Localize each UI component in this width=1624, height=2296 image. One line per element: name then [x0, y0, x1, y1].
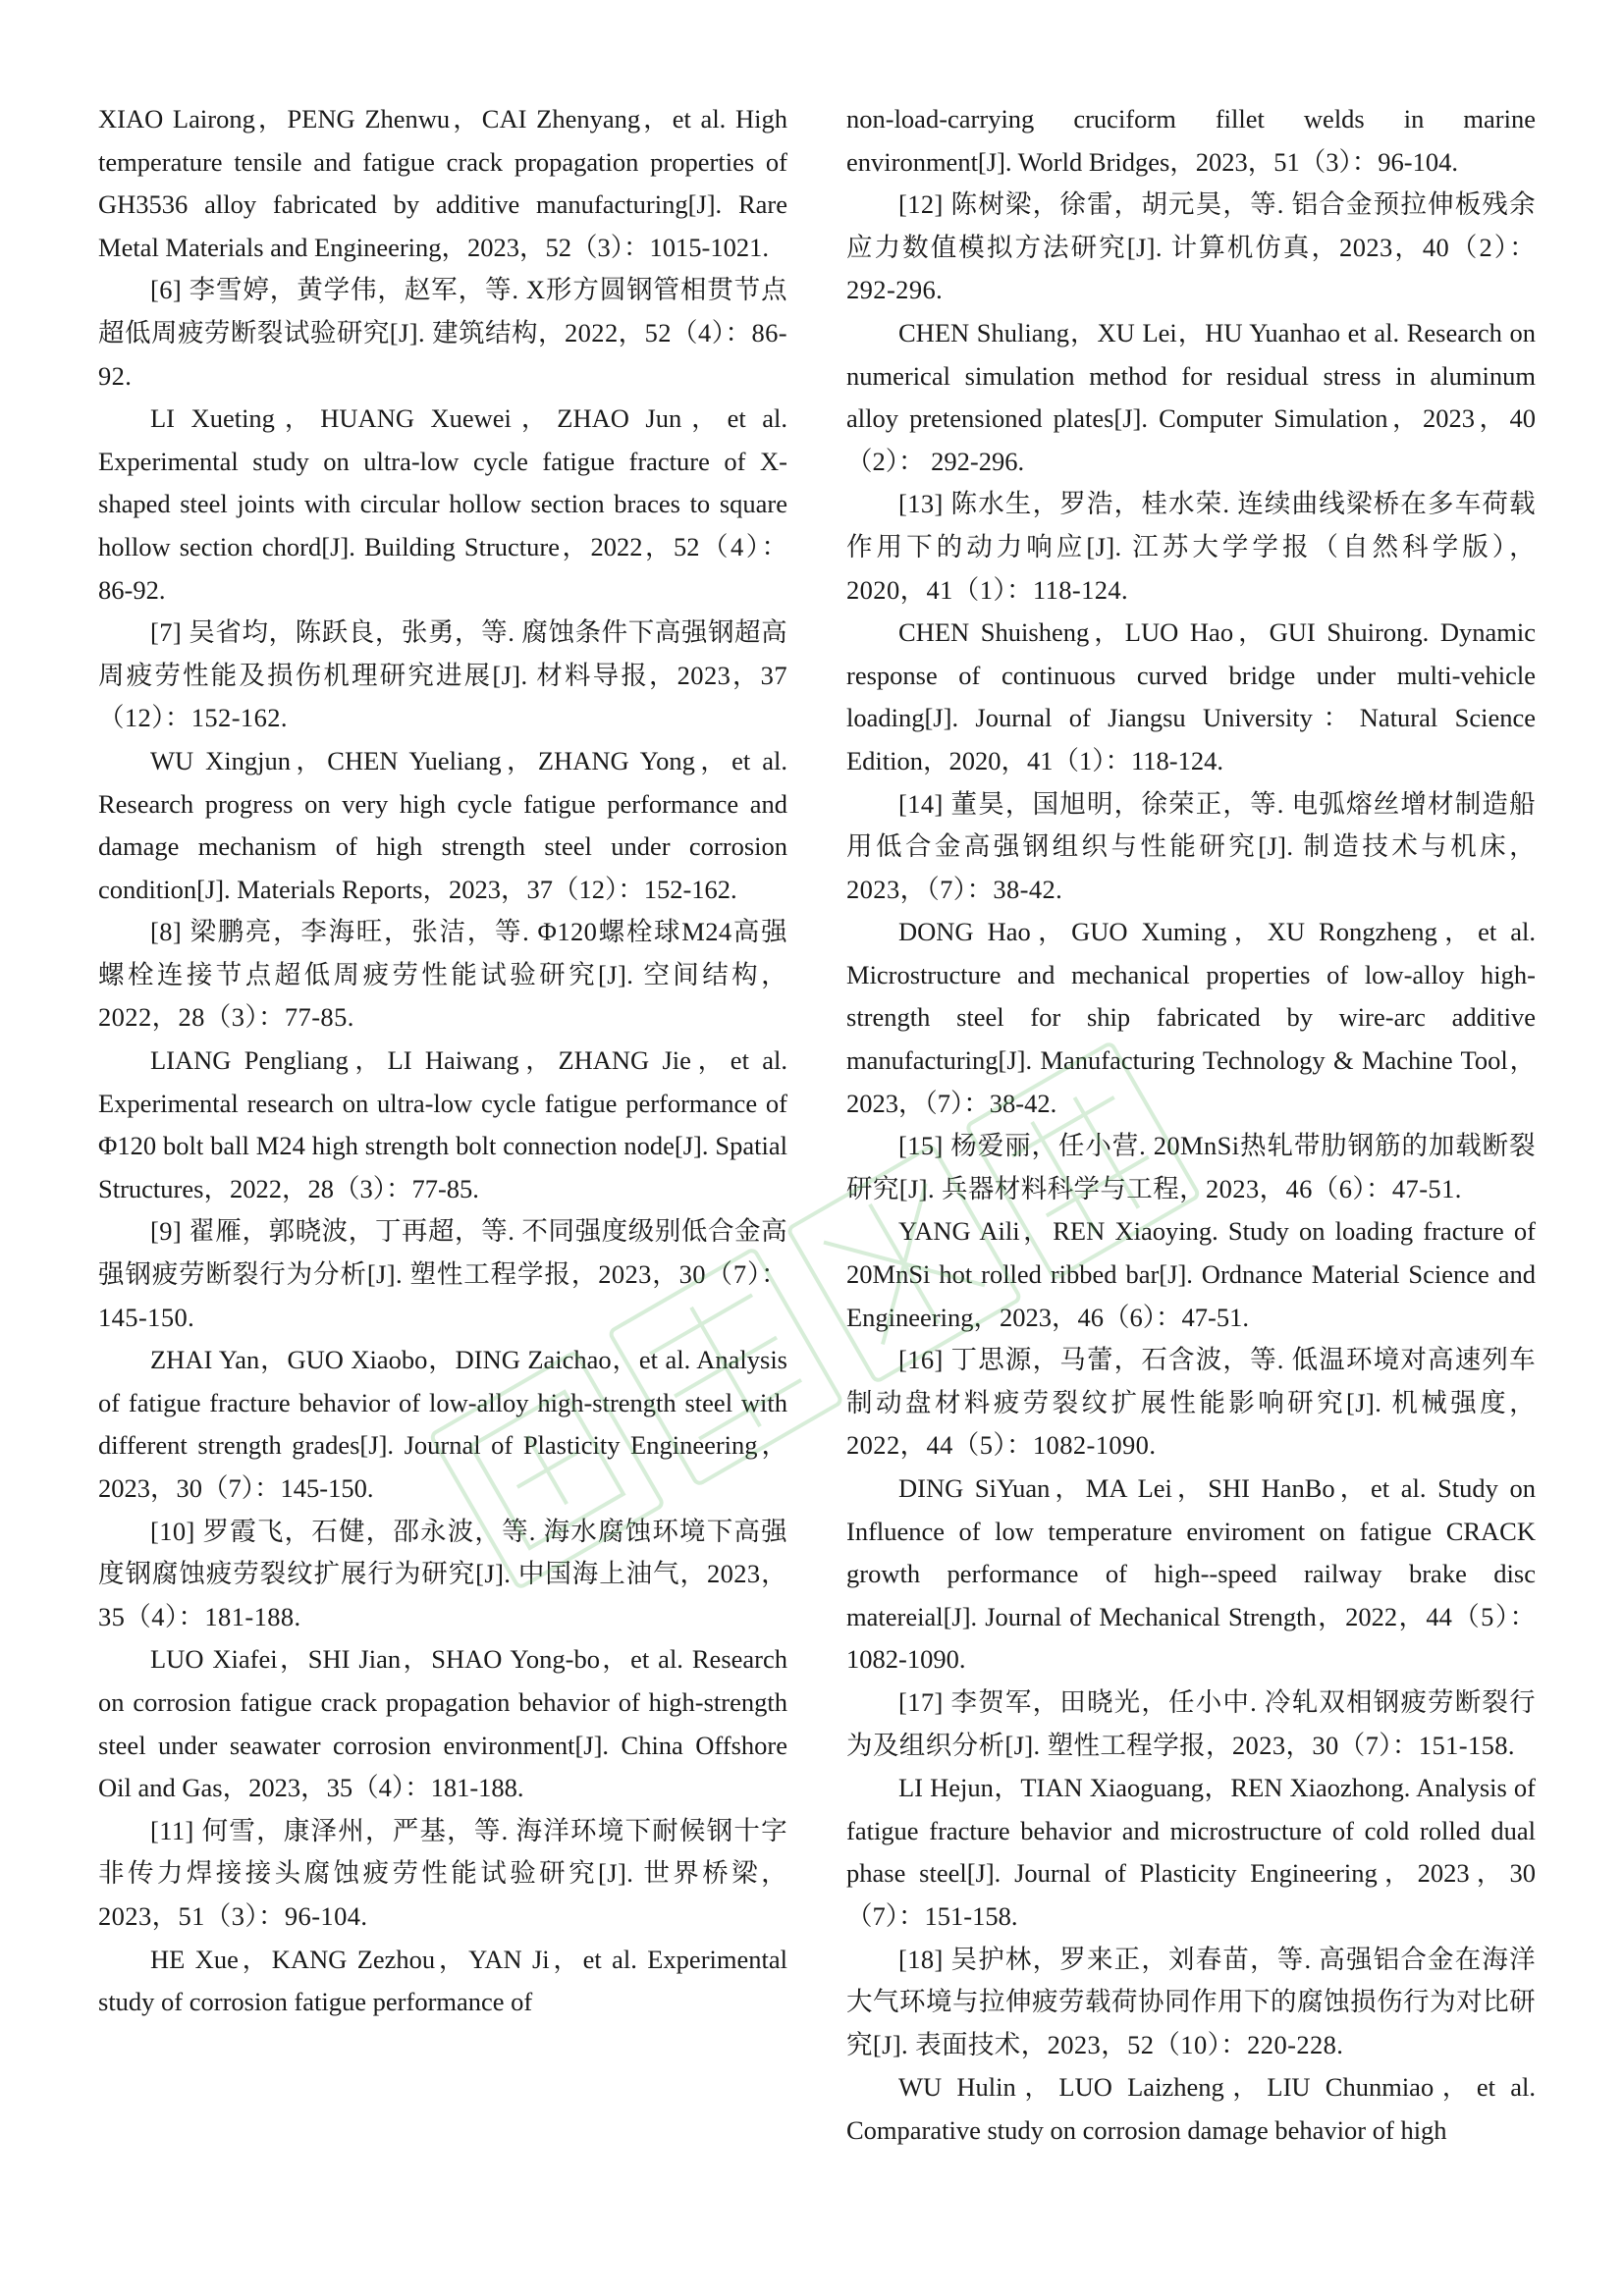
reference-entry: YANG Aili，REN Xiaoying. Study on loading fracture of 20MnSi hot rolled ribbed bar[J]. Ordnance Material Science and Engineering，2023，46（6）：47-51. [846, 1216, 1536, 1332]
reference-column-right [846, 98, 1536, 2153]
reference-column-left [98, 98, 787, 2024]
reference-entry: CHEN Shuliang，XU Lei，HU Yuanhao et al. Research on numerical simulation method for residual stress in aluminum alloy pretensioned plates[J]. Computer Simulation，2023，40（2）： 292-296. [846, 317, 1536, 476]
reference-entry: [9] 翟雁，郭晓波，丁再超，等. 不同强度级别低合金高强钢疲劳断裂行为分析[J]. 塑性工程学报，2023，30（7）：145-150. [98, 1216, 787, 1332]
reference-entry: WU Hulin，LUO Laizheng，LIU Chunmiao，et al. Comparative study on corrosion damage behavior of high [846, 2072, 1536, 2145]
reference-entry: CHEN Shuisheng，LUO Hao，GUI Shuirong. Dynamic response of continuous curved bridge under multi-vehicle loading[J]. Journal of Jiangsu University：Natural Science Edition，2020，41（1）：118-124. [846, 617, 1536, 775]
reference-entry: LIANG Pengliang，LI Haiwang，ZHANG Jie，et al. Experimental research on ultra-low cycle fatigue performance of Φ120 bolt ball M24 high strength bolt connection node[J]. Spatial Structures，2022，28（3）：77-85. [98, 1045, 787, 1203]
reference-entry: [11] 何雪，康泽州，严基，等. 海洋环境下耐候钢十字非传力焊接接头腐蚀疲劳性能试验研究[J]. 世界桥梁，2023，51（3）：96-104. [98, 1815, 787, 1931]
reference-entry: [17] 李贺军，田晓光，任小中. 冷轧双相钢疲劳断裂行为及组织分析[J]. 塑性工程学报，2023，30（7）：151-158. [846, 1686, 1536, 1760]
reference-entry: WU Xingjun，CHEN Yueliang，ZHANG Yong，et al. Research progress on very high cycle fatigue performance and damage mechanism of high strength steel under corrosion condition[J]. Materials Reports，2023，37（12）：152-162. [98, 745, 787, 904]
reference-entry: non-load-carrying cruciform fillet welds in marine environment[J]. World Bridges，2023，51（3）：96-104. [846, 104, 1536, 177]
reference-entry: LI Xueting，HUANG Xuewei，ZHAO Jun，et al. Experimental study on ultra-low cycle fatigue fracture of X-shaped steel joints with circular hollow section braces to square hollow section chord[J]. Building Structure，2022，52（4）：86-92. [98, 403, 787, 605]
reference-entry: [15] 杨爱丽，任小营. 20MnSi热轧带肋钢筋的加载断裂研究[J]. 兵器材料科学与工程，2023，46（6）：47-51. [846, 1131, 1536, 1203]
reference-entry: [7] 吴省均，陈跃良，张勇，等. 腐蚀条件下高强钢超高周疲劳性能及损伤机理研究进展[J]. 材料导报，2023，37（12）：152-162. [98, 617, 787, 733]
reference-entry: [13] 陈水生，罗浩，桂水荣. 连续曲线梁桥在多车荷载作用下的动力响应[J]. 江苏大学学报（自然科学版），2020，41（1）：118-124. [846, 489, 1536, 605]
reference-entry: [8] 梁鹏亮，李海旺，张洁，等. Φ120螺栓球M24高强螺栓连接节点超低周疲劳性能试验研究[J]. 空间结构，2022，28（3）：77-85. [98, 917, 787, 1033]
reference-entry: XIAO Lairong，PENG Zhenwu，CAI Zhenyang，et al. High temperature tensile and fatigue crack propagation properties of GH3536 alloy fabricated by additive manufacturing[J]. Rare Metal Materials and Engineering，2023，52（3）：1015-1021. [98, 104, 787, 262]
reference-entry: [16] 丁思源，马蕾，石含波，等. 低温环境对高速列车制动盘材料疲劳裂纹扩展性能影响研究[J]. 机械强度，2022，44（5）：1082-1090. [846, 1345, 1536, 1461]
reference-entry: [18] 吴护林，罗来正，刘春苗，等. 高强铝合金在海洋大气环境与拉伸疲劳载荷协同作用下的腐蚀损伤行为对比研究[J]. 表面技术，2023，52（10）：220-228. [846, 1944, 1536, 2059]
reference-entry: [6] 李雪婷，黄学伟，赵军，等. X形方圆钢管相贯节点超低周疲劳断裂试验研究[J]. 建筑结构，2022，52（4）：86-92. [98, 275, 787, 391]
reference-entry: LUO Xiafei，SHI Jian，SHAO Yong-bo，et al. Research on corrosion fatigue crack propagation behavior of high-strength steel under seawater corrosion environment[J]. China Offshore Oil and Gas，2023，35（4）：181-188. [98, 1644, 787, 1803]
reference-entry: DING SiYuan，MA Lei，SHI HanBo，et al. Study on Influence of low temperature enviroment on fatigue CRACK growth performance of high--speed railway brake disc matereial[J]. Journal of Mechanical Strength，2022，44（5）：1082-1090. [846, 1473, 1536, 1675]
reference-entry: ZHAI Yan，GUO Xiaobo，DING Zaichao，et al. Analysis of fatigue fracture behavior of low-alloy high-strength steel with different strength grades[J]. Journal of Plasticity Engineering，2023，30（7）：145-150. [98, 1345, 787, 1503]
reference-entry: [14] 董昊，国旭明，徐荣正，等. 电弧熔丝增材制造船用低合金高强钢组织与性能研究[J]. 制造技术与机床，2023，（7）：38-42. [846, 788, 1536, 904]
reference-entry: [12] 陈树梁，徐雷，胡元昊，等. 铝合金预拉伸板残余应力数值模拟方法研究[J]. 计算机仿真，2023，40（2）：292-296. [846, 189, 1536, 305]
reference-entry: HE Xue，KANG Zezhou，YAN Ji，et al. Experimental study of corrosion fatigue performance of [98, 1944, 787, 2017]
reference-entry: LI Hejun，TIAN Xiaoguang，REN Xiaozhong. Analysis of fatigue fracture behavior and microstructure of cold rolled dual phase steel[J]. Journal of Plasticity Engineering，2023，30（7）：151-158. [846, 1773, 1536, 1931]
reference-entry: [10] 罗霞飞，石健，邵永波，等. 海水腐蚀环境下高强度钢腐蚀疲劳裂纹扩展行为研究[J]. 中国海上油气，2023，35（4）：181-188. [98, 1516, 787, 1631]
reference-entry: DONG Hao，GUO Xuming，XU Rongzheng，et al. Microstructure and mechanical properties of low-alloy high-strength steel for ship fabricated by wire-arc additive manufacturing[J]. Manufacturing Technology & Machine Tool，2023，（7）：38-42. [846, 917, 1536, 1118]
